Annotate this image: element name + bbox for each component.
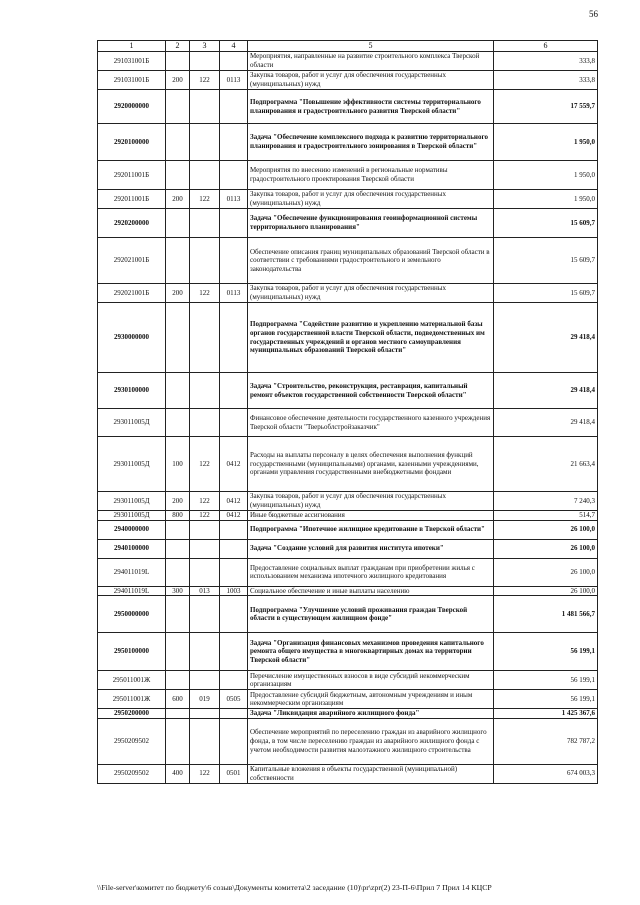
amount-cell: 1 481 566,7 — [494, 596, 598, 633]
table-row — [98, 764, 598, 783]
header-cell: 5 — [248, 41, 494, 52]
dept-cell — [190, 90, 220, 124]
section-cell: 0113 — [220, 284, 248, 303]
budget-table — [97, 40, 598, 784]
type-cell: 100 — [166, 437, 190, 492]
dept-cell: 122 — [190, 284, 220, 303]
description-cell: Закупка товаров, работ и услуг для обеспечения государственных (муниципальных) нужд — [248, 190, 494, 209]
type-cell — [166, 161, 190, 190]
header-cell: 6 — [494, 41, 598, 52]
table-row — [98, 586, 598, 596]
page-number: 56 — [589, 9, 598, 19]
type-cell — [166, 124, 190, 161]
amount-cell: 1 950,0 — [494, 190, 598, 209]
type-cell: 200 — [166, 190, 190, 209]
dept-cell — [190, 303, 220, 373]
amount-cell: 56 199,1 — [494, 671, 598, 690]
code-cell: 2940100000 — [98, 539, 166, 558]
type-cell — [166, 520, 190, 539]
type-cell: 300 — [166, 586, 190, 596]
type-cell — [166, 373, 190, 409]
file-path-footer: \\File-server\комитет по бюджету\6 созыв\Документы комитета\2 заседание (10)\pr\zpr(2) 23-П-6\Прил 7 Прил 14 КЦСР — [97, 883, 492, 892]
amount-cell: 17 559,7 — [494, 90, 598, 124]
type-cell — [166, 671, 190, 690]
code-cell: 292011001Б — [98, 190, 166, 209]
type-cell: 200 — [166, 284, 190, 303]
section-cell — [220, 238, 248, 284]
dept-cell: 122 — [190, 764, 220, 783]
code-cell: 292011001Б — [98, 161, 166, 190]
section-cell — [220, 596, 248, 633]
code-cell: 293011005Д — [98, 409, 166, 437]
type-cell — [166, 718, 190, 764]
amount-cell: 514,7 — [494, 511, 598, 521]
description-cell: Предоставление субсидий бюджетным, автономным учреждениям и иным некоммерческим организациям — [248, 690, 494, 709]
type-cell — [166, 90, 190, 124]
dept-cell: 122 — [190, 190, 220, 209]
type-cell — [166, 633, 190, 671]
section-cell: 0412 — [220, 511, 248, 521]
section-cell: 1003 — [220, 586, 248, 596]
type-cell — [166, 558, 190, 586]
budget-table-body — [98, 41, 598, 784]
type-cell — [166, 209, 190, 238]
type-cell: 200 — [166, 71, 190, 90]
description-cell: Подпрограмма "Повышение эффективности системы территориального планирования и градостроительного развития Тверской области" — [248, 90, 494, 124]
header-cell: 1 — [98, 41, 166, 52]
amount-cell: 333,8 — [494, 71, 598, 90]
type-cell — [166, 409, 190, 437]
type-cell — [166, 303, 190, 373]
code-cell: 295011001Ж — [98, 690, 166, 709]
amount-cell: 26 100,0 — [494, 586, 598, 596]
description-cell: Капитальные вложения в объекты государственной (муниципальной) собственности — [248, 764, 494, 783]
code-cell: 295011001Ж — [98, 671, 166, 690]
type-cell — [166, 596, 190, 633]
amount-cell: 29 418,4 — [494, 373, 598, 409]
table-row — [98, 596, 598, 633]
table-row — [98, 520, 598, 539]
code-cell: 2930100000 — [98, 373, 166, 409]
amount-cell: 15 609,7 — [494, 284, 598, 303]
amount-cell: 15 609,7 — [494, 209, 598, 238]
section-cell — [220, 539, 248, 558]
amount-cell: 15 609,7 — [494, 238, 598, 284]
amount-cell: 29 418,4 — [494, 409, 598, 437]
description-cell: Задача "Обеспечение функционирования геоинформационной системы территориального планирования" — [248, 209, 494, 238]
dept-cell — [190, 520, 220, 539]
table-row — [98, 558, 598, 586]
description-cell: Задача "Строительство, реконструкция, реставрация, капитальный ремонт объектов государственной собственности Тверской области" — [248, 373, 494, 409]
dept-cell: 122 — [190, 437, 220, 492]
code-cell: 291031001Б — [98, 52, 166, 71]
type-cell: 200 — [166, 492, 190, 511]
section-cell — [220, 709, 248, 719]
description-cell: Обеспечение описания границ муниципальных образований Тверской области в соответствии с требованиями градостроительного и земельного законодательства — [248, 238, 494, 284]
amount-cell: 333,8 — [494, 52, 598, 71]
type-cell — [166, 709, 190, 719]
table-row — [98, 238, 598, 284]
dept-cell — [190, 238, 220, 284]
table-row — [98, 90, 598, 124]
section-cell — [220, 90, 248, 124]
amount-cell: 26 100,0 — [494, 520, 598, 539]
description-cell: Задача "Обеспечение комплексного подхода к развитию территориального планирования и градостроительного зонирования в Тверской области" — [248, 124, 494, 161]
code-cell: 293011005Д — [98, 492, 166, 511]
table-row — [98, 373, 598, 409]
table-row — [98, 409, 598, 437]
dept-cell — [190, 539, 220, 558]
description-cell: Социальное обеспечение и иные выплаты населению — [248, 586, 494, 596]
code-cell: 294011019L — [98, 558, 166, 586]
type-cell — [166, 52, 190, 71]
dept-cell — [190, 633, 220, 671]
header-cell: 2 — [166, 41, 190, 52]
description-cell: Предоставление социальных выплат гражданам при приобретении жилья с использованием механизма ипотечного жилищного кредитования — [248, 558, 494, 586]
table-row — [98, 284, 598, 303]
table-row — [98, 124, 598, 161]
amount-cell: 29 418,4 — [494, 303, 598, 373]
dept-cell — [190, 373, 220, 409]
section-cell: 0501 — [220, 764, 248, 783]
section-cell — [220, 209, 248, 238]
section-cell: 0113 — [220, 190, 248, 209]
table-row — [98, 539, 598, 558]
table-row — [98, 633, 598, 671]
amount-cell: 7 240,3 — [494, 492, 598, 511]
code-cell: 294011019L — [98, 586, 166, 596]
table-row — [98, 71, 598, 90]
description-cell: Перечисление имущественных взносов в виде субсидий некоммерческим организациям — [248, 671, 494, 690]
amount-cell: 26 100,0 — [494, 558, 598, 586]
code-cell: 2940000000 — [98, 520, 166, 539]
dept-cell: 013 — [190, 586, 220, 596]
code-cell: 2950209502 — [98, 764, 166, 783]
table-row — [98, 709, 598, 719]
table-row — [98, 718, 598, 764]
amount-cell: 26 100,0 — [494, 539, 598, 558]
amount-cell: 674 003,3 — [494, 764, 598, 783]
description-cell: Подпрограмма "Улучшение условий проживания граждан Тверской области в существующем жилищном фонде" — [248, 596, 494, 633]
dept-cell — [190, 124, 220, 161]
description-cell: Обеспечение мероприятий по переселению граждан из аварийного жилищного фонда, в том числе переселению граждан из аварийного жилищного фонда с учетом необходимости развития малоэтажного жилищного строительства — [248, 718, 494, 764]
description-cell: Закупка товаров, работ и услуг для обеспечения государственных (муниципальных) нужд — [248, 284, 494, 303]
section-cell — [220, 633, 248, 671]
section-cell — [220, 409, 248, 437]
description-cell: Мероприятия по внесению изменений в региональные нормативы градостроительного проектирования Тверской области — [248, 161, 494, 190]
table-row — [98, 303, 598, 373]
amount-cell: 1 950,0 — [494, 161, 598, 190]
code-cell: 293011005Д — [98, 437, 166, 492]
amount-cell: 782 787,2 — [494, 718, 598, 764]
code-cell: 2930000000 — [98, 303, 166, 373]
description-cell: Расходы на выплаты персоналу в целях обеспечения выполнения функций государственными (муниципальными) органами, казенными учреждениями, органами управления государственными внебюджетными фондами — [248, 437, 494, 492]
description-cell: Мероприятия, направленные на развитие строительного комплекса Тверской области — [248, 52, 494, 71]
table-row — [98, 52, 598, 71]
dept-cell — [190, 409, 220, 437]
section-cell — [220, 558, 248, 586]
section-cell — [220, 671, 248, 690]
amount-cell: 56 199,1 — [494, 690, 598, 709]
dept-cell — [190, 596, 220, 633]
code-cell: 2950100000 — [98, 633, 166, 671]
description-cell: Подпрограмма "Ипотечное жилищное кредитование в Тверской области" — [248, 520, 494, 539]
description-cell: Закупка товаров, работ и услуг для обеспечения государственных (муниципальных) нужд — [248, 492, 494, 511]
code-cell: 2950000000 — [98, 596, 166, 633]
header-cell: 4 — [220, 41, 248, 52]
amount-cell: 1 950,0 — [494, 124, 598, 161]
type-cell — [166, 539, 190, 558]
description-cell: Финансовое обеспечение деятельности государственного казенного учреждения Тверской области "Тверьоблстройзаказчик" — [248, 409, 494, 437]
dept-cell — [190, 161, 220, 190]
type-cell: 400 — [166, 764, 190, 783]
code-cell: 2950209502 — [98, 718, 166, 764]
section-cell: 0412 — [220, 437, 248, 492]
section-cell: 0113 — [220, 71, 248, 90]
code-cell: 292021001Б — [98, 284, 166, 303]
description-cell: Закупка товаров, работ и услуг для обеспечения государственных (муниципальных) нужд — [248, 71, 494, 90]
section-cell: 0412 — [220, 492, 248, 511]
dept-cell: 122 — [190, 492, 220, 511]
amount-cell: 21 663,4 — [494, 437, 598, 492]
table-row — [98, 690, 598, 709]
dept-cell — [190, 718, 220, 764]
dept-cell — [190, 209, 220, 238]
dept-cell — [190, 52, 220, 71]
section-cell — [220, 124, 248, 161]
section-cell — [220, 520, 248, 539]
code-cell: 293011005Д — [98, 511, 166, 521]
code-cell: 2950200000 — [98, 709, 166, 719]
dept-cell — [190, 671, 220, 690]
table-row — [98, 511, 598, 521]
type-cell: 800 — [166, 511, 190, 521]
table-row — [98, 161, 598, 190]
amount-cell: 56 199,1 — [494, 633, 598, 671]
section-cell: 0505 — [220, 690, 248, 709]
dept-cell: 122 — [190, 71, 220, 90]
type-cell — [166, 238, 190, 284]
dept-cell: 122 — [190, 511, 220, 521]
description-cell: Подпрограмма "Содействие развитию и укреплению материальной базы органов государственной власти Тверской области, подведомственных им государственных учреждений и органов местного самоуправления муниципальных образований Тверской области" — [248, 303, 494, 373]
section-cell — [220, 373, 248, 409]
header-cell: 3 — [190, 41, 220, 52]
code-cell: 2920000000 — [98, 90, 166, 124]
code-cell: 2920200000 — [98, 209, 166, 238]
description-cell: Задача "Организация финансовых механизмов проведения капитального ремонта общего имущества в многоквартирных домах на территории Тверской области" — [248, 633, 494, 671]
amount-cell: 1 425 367,6 — [494, 709, 598, 719]
description-cell: Иные бюджетные ассигнования — [248, 511, 494, 521]
code-cell: 291031001Б — [98, 71, 166, 90]
table-header-row — [98, 41, 598, 52]
description-cell: Задача "Ликвидация аварийного жилищного фонда" — [248, 709, 494, 719]
dept-cell — [190, 709, 220, 719]
table-row — [98, 209, 598, 238]
dept-cell — [190, 558, 220, 586]
section-cell — [220, 52, 248, 71]
code-cell: 2920100000 — [98, 124, 166, 161]
type-cell: 600 — [166, 690, 190, 709]
section-cell — [220, 718, 248, 764]
table-row — [98, 437, 598, 492]
table-row — [98, 671, 598, 690]
table-row — [98, 492, 598, 511]
section-cell — [220, 161, 248, 190]
table-row — [98, 190, 598, 209]
code-cell: 292021001Б — [98, 238, 166, 284]
section-cell — [220, 303, 248, 373]
dept-cell: 019 — [190, 690, 220, 709]
description-cell: Задача "Создание условий для развития института ипотеки" — [248, 539, 494, 558]
